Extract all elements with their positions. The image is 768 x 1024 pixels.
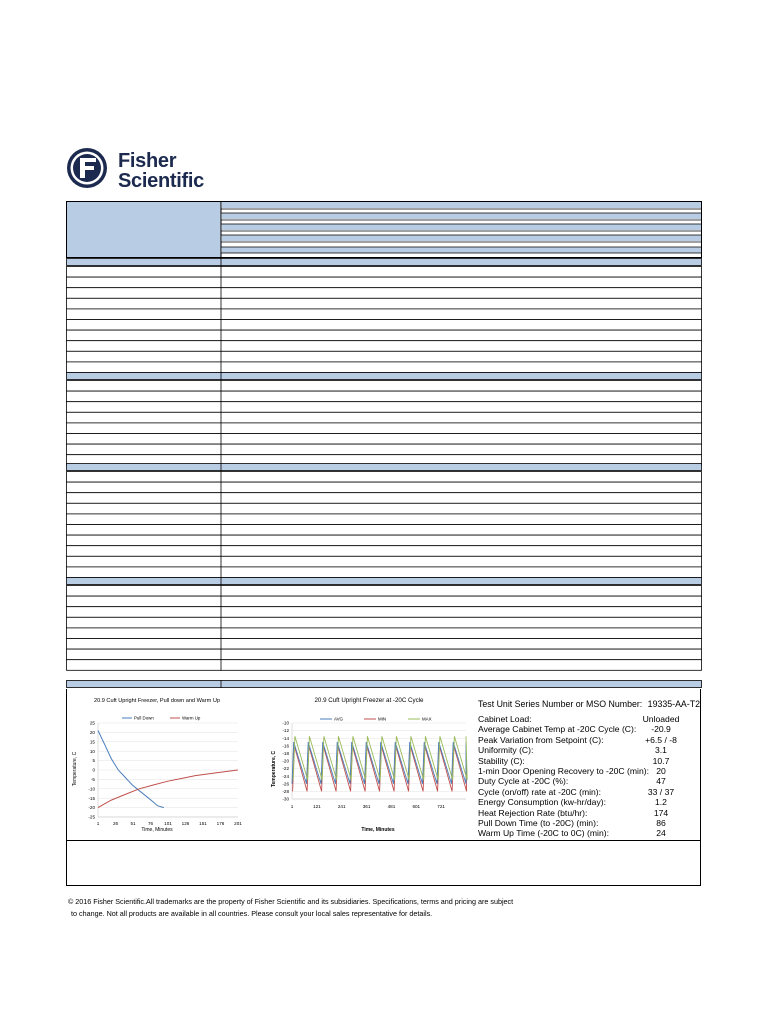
table-row bbox=[67, 503, 702, 514]
stat-value: 1.2 bbox=[655, 797, 667, 808]
x-tick-label: 26 bbox=[112, 821, 119, 826]
y-tick-label: -18 bbox=[282, 751, 289, 756]
table-row bbox=[67, 341, 702, 352]
footer-line-1: © 2016 Fisher Scientific.All trademarks are the property of Fisher Scientific and its subsidiaries. Specifications, terms and pricing are subject bbox=[68, 897, 514, 906]
table-row bbox=[67, 639, 702, 650]
table-row bbox=[67, 391, 702, 402]
table-row bbox=[67, 298, 702, 309]
performance-stats bbox=[478, 698, 700, 839]
y-tick-label: 25 bbox=[89, 720, 95, 726]
x-tick-label: 76 bbox=[147, 821, 154, 826]
y-tick-label: 15 bbox=[89, 739, 95, 745]
x-tick-label: 51 bbox=[130, 821, 136, 826]
x-tick-label: 201 bbox=[234, 821, 242, 826]
header-cell bbox=[67, 202, 221, 257]
stat-value: 47 bbox=[656, 776, 666, 787]
x-tick-label: 151 bbox=[199, 821, 207, 826]
stat-row bbox=[478, 745, 700, 755]
header-band bbox=[222, 202, 701, 208]
table-row bbox=[67, 381, 702, 392]
section-header bbox=[67, 578, 702, 585]
table-row bbox=[67, 514, 702, 525]
stat-row bbox=[478, 828, 700, 838]
table-row bbox=[67, 402, 702, 413]
header-band bbox=[222, 224, 701, 230]
x-tick-label: 126 bbox=[181, 821, 190, 826]
table-row bbox=[67, 309, 702, 320]
table-row bbox=[67, 320, 702, 331]
y-tick-label: 5 bbox=[92, 758, 95, 764]
stat-value: 86 bbox=[656, 817, 666, 828]
y-tick-label: -25 bbox=[88, 814, 95, 820]
stat-value: 33 / 37 bbox=[647, 786, 675, 797]
stat-label: Peak Variation from Setpoint (C): bbox=[478, 734, 604, 745]
section-header bbox=[67, 681, 702, 688]
stat-label: Duty Cycle at -20C (%): bbox=[478, 776, 569, 787]
stat-label: Energy Consumption (kw-hr/day): bbox=[478, 797, 606, 808]
stat-label: Warm Up Time (-20C to 0C) (min): bbox=[478, 828, 609, 839]
y-tick-label: 0 bbox=[92, 767, 95, 773]
stat-label: Uniformity (C): bbox=[478, 745, 534, 756]
pulldown-warmup-chart bbox=[70, 693, 245, 836]
x-tick-label: 1 bbox=[290, 804, 294, 809]
x-tick-label: 1 bbox=[96, 821, 100, 826]
x-axis-label: Time, Minutes bbox=[141, 827, 173, 833]
table-row bbox=[67, 423, 702, 434]
table-row bbox=[67, 546, 702, 557]
x-tick-label: 361 bbox=[362, 804, 371, 809]
stat-value: 20 bbox=[656, 765, 666, 776]
chart-title: 20.9 Cuft Upright Freezer at -20C Cycle bbox=[314, 697, 424, 704]
stat-row bbox=[478, 808, 700, 818]
y-tick-label: -10 bbox=[282, 720, 289, 726]
stat-row bbox=[478, 797, 700, 807]
y-tick-label: -24 bbox=[282, 773, 289, 779]
stat-label: Average Cabinet Temp at -20C Cycle (C): bbox=[478, 724, 637, 735]
table-row bbox=[67, 628, 702, 639]
table-row bbox=[67, 330, 702, 341]
y-axis-label: Temperature, C bbox=[271, 750, 277, 788]
table-row bbox=[67, 617, 702, 628]
table-row bbox=[67, 660, 702, 671]
chart-area bbox=[70, 693, 245, 836]
table-row bbox=[67, 493, 702, 504]
stat-row bbox=[478, 714, 700, 724]
y-tick-label: -5 bbox=[90, 777, 95, 782]
footer-line-2: to change. Not all products are available in all countries. Please consult your local sales representative for details. bbox=[71, 909, 433, 918]
legend-label: MAX bbox=[422, 716, 432, 722]
table-row bbox=[67, 288, 702, 299]
stat-label: Cabinet Load: bbox=[478, 714, 532, 724]
legend-label: Pull Down bbox=[134, 715, 154, 721]
x-tick-label: 176 bbox=[216, 821, 225, 826]
table-row bbox=[67, 525, 702, 536]
x-tick-label: 101 bbox=[164, 821, 172, 826]
copyright-footer bbox=[68, 896, 628, 920]
brand-wordmark bbox=[118, 151, 204, 191]
legend-label: Warm Up bbox=[182, 715, 201, 721]
stat-row bbox=[478, 756, 700, 766]
section-header bbox=[67, 259, 702, 266]
x-tick-label: 241 bbox=[337, 804, 346, 809]
section-header bbox=[67, 464, 702, 471]
y-tick-label: 10 bbox=[89, 748, 95, 754]
stat-value: 174 bbox=[653, 807, 669, 818]
chart-title: 20.9 Cuft Upright Freezer, Pull down and Warm Up bbox=[93, 698, 221, 704]
stat-row bbox=[478, 787, 700, 797]
y-tick-label: -10 bbox=[88, 786, 95, 792]
cycle-chart bbox=[268, 693, 470, 836]
table-row bbox=[67, 649, 702, 660]
stat-row bbox=[478, 766, 700, 776]
table-row bbox=[67, 596, 702, 607]
notes-box bbox=[66, 841, 701, 886]
x-tick-label: 121 bbox=[313, 804, 321, 809]
series-number-value: 19335-AA-T2 bbox=[647, 699, 700, 709]
stat-row bbox=[478, 818, 700, 828]
y-tick-label: -20 bbox=[88, 805, 95, 811]
series-number-label: Test Unit Series Number or MSO Number: bbox=[478, 699, 643, 709]
table-row bbox=[67, 444, 702, 455]
y-tick-label: -16 bbox=[282, 743, 289, 749]
y-tick-label: -20 bbox=[282, 758, 289, 764]
table-row bbox=[67, 472, 702, 483]
stat-row bbox=[478, 735, 700, 745]
y-tick-label: -30 bbox=[282, 796, 289, 802]
stat-label: Cycle (on/off) rate at -20C (min): bbox=[478, 786, 602, 797]
stat-row bbox=[478, 776, 700, 786]
y-tick-label: -28 bbox=[282, 789, 289, 794]
table-row bbox=[67, 277, 702, 288]
y-axis-label: Temperature, C bbox=[72, 751, 78, 787]
header-band bbox=[222, 213, 701, 219]
chart-area bbox=[268, 693, 470, 836]
table-row bbox=[67, 412, 702, 423]
x-tick-label: 481 bbox=[387, 804, 396, 809]
y-tick-label: -22 bbox=[282, 766, 289, 772]
legend-label: MIN bbox=[378, 716, 387, 722]
table-row bbox=[67, 607, 702, 618]
table-row bbox=[67, 567, 702, 578]
table-row bbox=[67, 434, 702, 445]
x-tick-label: 601 bbox=[412, 804, 421, 809]
y-tick-label: -26 bbox=[282, 781, 289, 787]
legend-label: AVG bbox=[334, 716, 343, 722]
stat-value: Unloaded bbox=[642, 714, 680, 724]
stat-label: Pull Down Time (to -20C) (min): bbox=[478, 817, 599, 828]
section-header bbox=[67, 373, 702, 380]
stat-value: 10.7 bbox=[652, 755, 670, 766]
table-row bbox=[67, 351, 702, 362]
table-row bbox=[67, 556, 702, 567]
stat-label: Stability (C): bbox=[478, 755, 525, 766]
y-tick-label: -14 bbox=[282, 735, 289, 741]
stat-label: 1-min Door Opening Recovery to -20C (min): bbox=[478, 765, 649, 776]
table-row bbox=[67, 267, 702, 278]
stat-label: Heat Rejection Rate (btu/hr): bbox=[478, 807, 588, 818]
y-tick-label: 20 bbox=[89, 730, 95, 735]
y-tick-label: -15 bbox=[88, 795, 95, 801]
y-tick-label: -12 bbox=[282, 728, 289, 734]
stat-value: -20.9 bbox=[651, 724, 671, 735]
header-band bbox=[222, 235, 701, 241]
x-axis-label: Time, Minutes bbox=[361, 827, 395, 833]
header-band bbox=[222, 247, 701, 253]
table-row bbox=[67, 535, 702, 546]
brand-line-1: Fisher bbox=[118, 150, 177, 172]
stat-value: +6.5 / -8 bbox=[645, 734, 677, 745]
brand-line-2: Scientific bbox=[118, 170, 204, 192]
stat-value: 24 bbox=[656, 828, 666, 839]
stat-row bbox=[478, 724, 700, 734]
table-row bbox=[67, 586, 702, 597]
spec-table bbox=[66, 201, 702, 689]
x-tick-label: 721 bbox=[437, 804, 445, 809]
stats-header bbox=[478, 698, 700, 714]
table-row bbox=[67, 482, 702, 493]
table-row bbox=[67, 362, 702, 373]
stat-value: 3.1 bbox=[655, 745, 667, 756]
